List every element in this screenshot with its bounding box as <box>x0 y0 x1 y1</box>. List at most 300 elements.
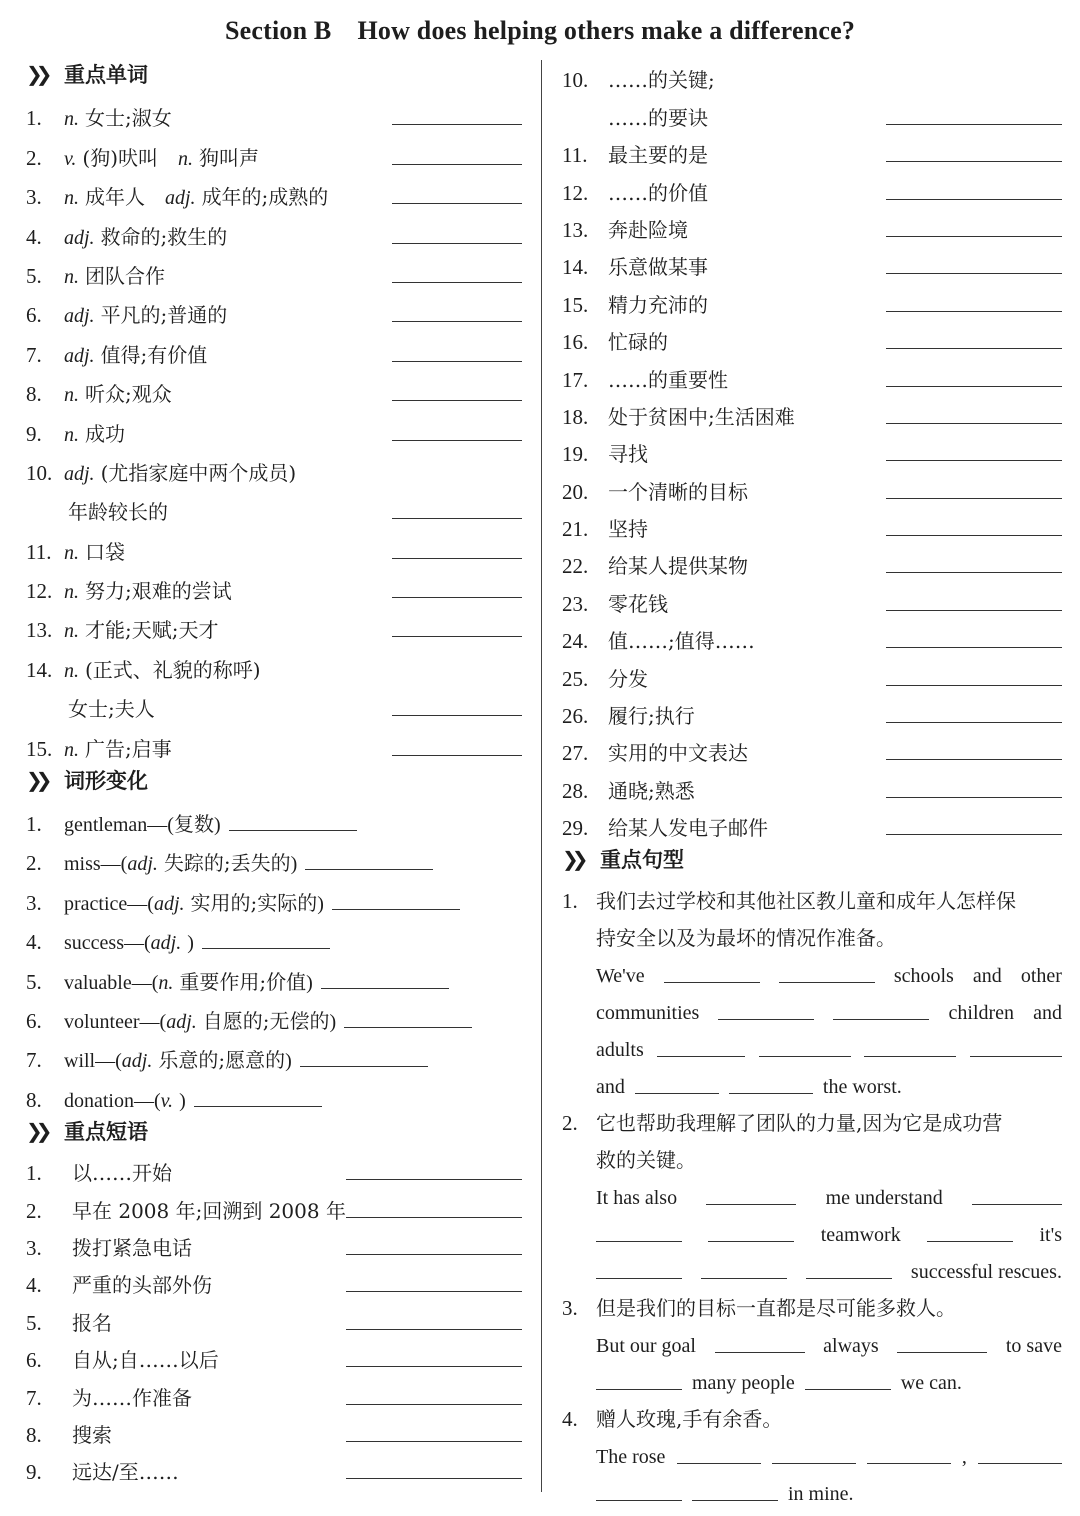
answer-blank[interactable] <box>718 1018 814 1020</box>
item-number: 15. <box>562 292 589 317</box>
wordform-item <box>26 995 522 1034</box>
answer-blank[interactable] <box>305 868 433 870</box>
item-number: 11. <box>562 143 588 168</box>
item-number: 21. <box>562 517 589 542</box>
answer-blank[interactable] <box>332 908 460 910</box>
base-word: miss—( <box>64 853 128 876</box>
answer-blank[interactable] <box>886 721 1062 723</box>
wordform-item <box>26 916 522 955</box>
item-number: 9. <box>26 421 42 446</box>
meaning: 才能;天赋;天才 <box>85 618 219 643</box>
item-number: 25. <box>562 666 589 691</box>
answer-blank[interactable] <box>692 1499 778 1501</box>
answer-blank[interactable] <box>194 1105 322 1107</box>
item-number: 22. <box>562 554 589 579</box>
answer-blank[interactable] <box>596 1388 682 1390</box>
vocab-item <box>26 447 522 486</box>
vocab-item <box>26 289 522 328</box>
base-word: gentleman—( <box>64 814 174 837</box>
close-paren: ) <box>179 1089 186 1112</box>
meaning: 听众;观众 <box>85 382 172 407</box>
part-of-speech: adj. <box>64 305 95 328</box>
base-word: success—( <box>64 932 151 955</box>
vocab-definition <box>64 181 392 210</box>
meaning: 广告;启事 <box>85 736 172 761</box>
left-column <box>26 56 522 1485</box>
phrase-item <box>562 56 1062 93</box>
answer-blank[interactable] <box>346 1253 522 1255</box>
answer-blank[interactable] <box>346 1290 522 1292</box>
answer-blank[interactable] <box>229 829 357 831</box>
item-number: 4. <box>26 224 42 249</box>
part-of-speech: n. <box>178 147 194 170</box>
phrase-item <box>562 804 1062 841</box>
answer-blank[interactable] <box>346 1328 522 1330</box>
phrase-meaning: 给某人提供某物 <box>608 554 748 579</box>
item-number: 29. <box>562 816 589 841</box>
item-number: 12. <box>562 180 589 205</box>
vocab-definition <box>64 260 392 289</box>
phrase-meaning: 忙碌的 <box>608 330 668 355</box>
vocab-definition <box>64 339 392 368</box>
phrase-meaning: 处于贫困中;生活困难 <box>608 404 795 429</box>
answer-blank[interactable] <box>886 235 1062 237</box>
answer-blank[interactable] <box>346 1178 522 1180</box>
vocab-item <box>26 250 522 289</box>
answer-blank[interactable] <box>833 1018 929 1020</box>
phrase-meaning: 以……开始 <box>72 1161 172 1186</box>
answer-blank[interactable] <box>701 1277 787 1279</box>
part-of-speech: n. <box>64 541 79 564</box>
answer-blank[interactable] <box>886 684 1062 686</box>
part-of-speech: n. <box>64 738 79 761</box>
wordform-item <box>26 798 522 837</box>
base-word: will—( <box>64 1050 122 1073</box>
answer-blank[interactable] <box>886 347 1062 349</box>
answer-blank[interactable] <box>806 1277 892 1279</box>
phrases-heading: ❯❯ 重点短语 <box>26 1118 148 1144</box>
answer-blank[interactable] <box>886 646 1062 648</box>
sentence-1: 1. 我们去过学校和其他社区教儿童和成年人怎样保 持安全以及为最坏的情况作准备。 We've schools and other communities children and adults and the worst. <box>562 877 1062 1099</box>
part-of-speech: adj. <box>165 187 196 210</box>
part-of-speech: adj. <box>127 853 158 876</box>
close-paren: ) <box>285 1050 292 1073</box>
vocab-definition <box>64 733 392 762</box>
form-hint: 乐意的;愿意的 <box>158 1048 286 1073</box>
part-of-speech: adj. <box>150 932 182 955</box>
vocab-item <box>26 368 522 407</box>
part-of-speech: adj. <box>64 462 95 485</box>
answer-blank[interactable] <box>664 981 760 983</box>
item-number: 12. <box>26 579 53 604</box>
answer-blank[interactable] <box>346 1365 522 1367</box>
answer-blank[interactable] <box>779 981 875 983</box>
answer-blank[interactable] <box>927 1240 1013 1242</box>
phrase-item <box>26 1373 522 1410</box>
meaning: 口袋 <box>85 539 125 564</box>
item-number: 6. <box>26 1008 42 1033</box>
column-divider <box>541 60 542 1492</box>
answer-blank[interactable] <box>392 439 522 441</box>
phrase-item <box>562 206 1062 243</box>
answer-blank[interactable] <box>635 1092 719 1094</box>
answer-blank[interactable] <box>392 517 522 519</box>
phrase-meaning: 奔赴险境 <box>608 217 688 242</box>
item-number: 1. <box>26 812 42 837</box>
meaning: 努力;艰难的尝试 <box>85 579 232 604</box>
item-number: 14. <box>562 255 589 280</box>
part-of-speech: n. <box>64 581 79 604</box>
part-of-speech: adj. <box>121 1050 153 1073</box>
meaning: (狗)吠叫 <box>82 145 159 170</box>
phrase-meaning: 零花钱 <box>608 591 668 616</box>
item-number: 5. <box>26 969 42 994</box>
meaning: 平凡的;普通的 <box>100 303 228 328</box>
meaning: 年龄较长的 <box>68 500 168 525</box>
vocab-item <box>26 565 522 604</box>
base-word: practice—( <box>64 892 154 915</box>
phrase-item <box>562 729 1062 766</box>
vocab-item <box>26 171 522 210</box>
item-number: 14. <box>26 657 53 682</box>
form-hint: 自愿的;无偿的 <box>202 1008 330 1033</box>
form-hint: 实用的;实际的 <box>190 890 318 915</box>
meaning: 值得;有价值 <box>100 342 208 367</box>
answer-blank[interactable] <box>300 1065 428 1067</box>
form-hint: 重要作用;价值 <box>179 969 307 994</box>
vocab-item <box>26 643 522 682</box>
part-of-speech: adj. <box>166 1010 197 1033</box>
meaning: 女士;淑女 <box>85 106 172 131</box>
part-of-speech: n. <box>64 659 79 682</box>
vocab-item <box>26 722 522 761</box>
phrase-item <box>26 1224 522 1261</box>
meaning: 团队合作 <box>85 263 165 288</box>
item-number: 28. <box>562 778 589 803</box>
wordforms-heading: ❯❯ 词形变化 <box>26 767 148 793</box>
item-number: 11. <box>26 539 52 564</box>
item-number: 13. <box>562 217 589 242</box>
sentence-3: 3. 但是我们的目标一直都是尽可能多救人。 But our goal always to save many people we can. <box>562 1284 1062 1395</box>
answer-blank[interactable] <box>886 459 1062 461</box>
phrase-meaning: 通晓;熟悉 <box>608 778 695 803</box>
phrase-item <box>562 505 1062 542</box>
meaning: 成功 <box>85 421 125 446</box>
answer-blank[interactable] <box>657 1055 745 1057</box>
phrase-meaning: 最主要的是 <box>608 143 708 168</box>
meaning: 成年的;成熟的 <box>201 185 329 210</box>
answer-blank[interactable] <box>886 310 1062 312</box>
double-chevron-icon: ❯❯ <box>26 767 46 792</box>
item-number: 5. <box>26 1310 42 1335</box>
item-number: 10. <box>562 68 589 93</box>
answer-blank[interactable] <box>596 1240 682 1242</box>
vocab-definition <box>64 378 392 407</box>
phrase-item <box>562 617 1062 654</box>
vocab-heading: ❯❯ 重点单词 <box>26 62 148 87</box>
wordform-item <box>26 1073 522 1112</box>
double-chevron-icon: ❯❯ <box>26 62 46 86</box>
vocab-definition <box>64 614 392 643</box>
sentences-heading: ❯❯ 重点句型 <box>562 847 684 873</box>
phrase-item <box>562 168 1062 205</box>
answer-blank[interactable] <box>897 1351 987 1353</box>
answer-blank[interactable] <box>706 1203 796 1205</box>
section-label: Section B <box>224 16 332 45</box>
wordform-item <box>26 837 522 876</box>
phrase-meaning: 精力充沛的 <box>608 292 708 317</box>
part-of-speech: n. <box>64 620 79 643</box>
vocab-item <box>26 407 522 446</box>
answer-blank[interactable] <box>392 202 522 204</box>
vocab-item <box>26 328 522 367</box>
answer-blank[interactable] <box>715 1351 805 1353</box>
answer-blank[interactable] <box>886 123 1062 125</box>
phrase-meaning: 寻找 <box>608 442 648 467</box>
phrase-item <box>562 280 1062 317</box>
answer-blank[interactable] <box>202 947 330 949</box>
item-number: 1. <box>26 1161 42 1186</box>
item-number: 9. <box>26 1460 42 1485</box>
wordforms-list <box>26 798 522 1113</box>
answer-blank[interactable] <box>392 360 522 362</box>
answer-blank[interactable] <box>886 609 1062 611</box>
close-paren: ) <box>317 892 324 915</box>
item-number: 7. <box>26 1385 42 1410</box>
phrase-meaning: 履行;执行 <box>608 704 695 729</box>
vocab-definition <box>64 457 522 486</box>
sentence-2: 2. 它也帮助我理解了团队的力量,因为它是成功营 救的关键。 It has also me understand teamwork it's successful rescues. <box>562 1099 1062 1284</box>
answer-blank[interactable] <box>886 422 1062 424</box>
part-of-speech: adj. <box>64 344 95 367</box>
item-number: 23. <box>562 591 589 616</box>
answer-blank[interactable] <box>346 1216 522 1218</box>
answer-blank[interactable] <box>392 635 522 637</box>
wordform-item <box>26 1034 522 1073</box>
sentence-zh: 我们去过学校和其他社区教儿童和成年人怎样保 <box>596 889 1016 914</box>
phrase-meaning: 自从;自……以后 <box>72 1348 219 1373</box>
item-number: 24. <box>562 629 589 654</box>
phrase-item <box>562 318 1062 355</box>
phrase-meaning: 给某人发电子邮件 <box>608 816 768 841</box>
wordform-item <box>26 876 522 915</box>
form-hint: 复数 <box>173 812 214 837</box>
vocab-definition <box>64 102 392 131</box>
answer-blank[interactable] <box>970 1055 1062 1057</box>
item-number: 6. <box>26 1348 42 1373</box>
answer-blank[interactable] <box>392 557 522 559</box>
item-number: 4. <box>26 1273 42 1298</box>
part-of-speech: adj. <box>64 226 95 249</box>
answer-blank[interactable] <box>392 714 522 716</box>
answer-blank[interactable] <box>346 1440 522 1442</box>
answer-blank[interactable] <box>886 758 1062 760</box>
answer-blank[interactable] <box>392 399 522 401</box>
vocab-item-continued <box>26 486 522 525</box>
answer-blank[interactable] <box>886 796 1062 798</box>
answer-blank[interactable] <box>392 123 522 125</box>
phrase-item <box>26 1261 522 1298</box>
phrase-meaning: ……的关键; <box>608 68 715 93</box>
vocab-item <box>26 131 522 170</box>
item-number: 17. <box>562 367 589 392</box>
answer-blank[interactable] <box>978 1462 1062 1464</box>
vocab-item <box>26 604 522 643</box>
sentence-zh: 赠人玫瑰,手有余香。 <box>596 1407 783 1432</box>
vocab-item <box>26 210 522 249</box>
item-number: 8. <box>26 1087 42 1112</box>
section-question: How does helping others make a difference? <box>357 16 856 45</box>
answer-blank[interactable] <box>759 1055 851 1057</box>
answer-blank[interactable] <box>321 987 449 989</box>
part-of-speech: n. <box>64 108 79 131</box>
phrase-item <box>562 131 1062 168</box>
item-number: 10. <box>26 460 53 485</box>
phrase-item <box>26 1336 522 1373</box>
meaning: 女士;夫人 <box>68 697 155 722</box>
answer-blank[interactable] <box>708 1240 794 1242</box>
vocab-definition <box>64 654 522 683</box>
close-paren: ) <box>290 853 298 876</box>
vocab-definition <box>64 575 392 604</box>
vocab-definition <box>64 142 392 171</box>
phrases-list-right <box>562 56 1062 841</box>
item-number: 7. <box>26 342 42 367</box>
part-of-speech: v. <box>160 1089 174 1112</box>
item-number: 15. <box>26 736 53 761</box>
answer-blank[interactable] <box>392 754 522 756</box>
phrase-meaning: 分发 <box>608 666 648 691</box>
form-hint: 失踪的;丢失的 <box>163 851 291 876</box>
phrase-item <box>26 1448 522 1485</box>
phrase-item <box>562 654 1062 691</box>
item-number: 4. <box>26 930 42 955</box>
item-number: 3. <box>26 185 42 210</box>
phrase-meaning: 严重的头部外伤 <box>72 1273 212 1298</box>
sentence-zh: 救的关键。 <box>596 1148 696 1173</box>
answer-blank[interactable] <box>886 833 1062 835</box>
phrase-meaning: 值……;值得…… <box>608 629 755 654</box>
part-of-speech: adj. <box>153 892 185 915</box>
phrase-meaning: 实用的中文表达 <box>608 741 748 766</box>
meaning: 救命的;救生的 <box>100 224 228 249</box>
phrase-meaning: 远达/至…… <box>72 1460 179 1485</box>
answer-blank[interactable] <box>886 534 1062 536</box>
double-chevron-icon: ❯❯ <box>26 1118 46 1143</box>
close-paren: ) <box>329 1010 337 1033</box>
answer-blank[interactable] <box>392 320 522 322</box>
sentence-zh: 持安全以及为最坏的情况作准备。 <box>596 926 896 951</box>
item-number: 3. <box>26 1235 42 1260</box>
answer-blank[interactable] <box>805 1388 891 1390</box>
close-paren: ) <box>306 971 313 994</box>
double-chevron-icon: ❯❯ <box>562 847 582 872</box>
vocab-item-continued <box>26 683 522 722</box>
item-number: 2. <box>26 1198 42 1223</box>
phrase-item <box>26 1298 522 1335</box>
item-number: 13. <box>26 618 53 643</box>
answer-blank[interactable] <box>972 1203 1062 1205</box>
phrase-meaning: 拨打紧急电话 <box>72 1235 192 1260</box>
part-of-speech: n. <box>64 423 79 446</box>
item-number: 8. <box>26 382 42 407</box>
answer-blank[interactable] <box>392 596 522 598</box>
answer-blank[interactable] <box>886 160 1062 162</box>
item-number: 6. <box>26 303 42 328</box>
phrase-meaning: ……的要诀 <box>608 105 708 130</box>
part-of-speech: n. <box>158 971 174 994</box>
item-number: 2. <box>26 851 42 876</box>
phrases-list-left <box>26 1149 522 1486</box>
meaning: (尤指家庭中两个成员) <box>100 460 297 485</box>
item-number: 2. <box>26 145 42 170</box>
phrase-meaning: ……的重要性 <box>608 367 728 392</box>
item-number: 5. <box>26 263 42 288</box>
base-word: volunteer—( <box>64 1010 167 1033</box>
item-number: 20. <box>562 479 589 504</box>
base-word: donation—( <box>64 1089 161 1112</box>
item-number: 26. <box>562 704 589 729</box>
answer-blank[interactable] <box>864 1055 956 1057</box>
phrase-meaning: 早在 2008 年;回溯到 2008 年 <box>72 1198 346 1223</box>
page-title <box>0 16 1080 46</box>
base-word: valuable—( <box>64 971 159 994</box>
item-number: 18. <box>562 404 589 429</box>
answer-blank[interactable] <box>886 385 1062 387</box>
answer-blank[interactable] <box>867 1462 951 1464</box>
item-number: 8. <box>26 1422 42 1447</box>
phrase-meaning: 一个清晰的目标 <box>608 479 748 504</box>
answer-blank[interactable] <box>346 1477 522 1479</box>
part-of-speech: n. <box>64 384 79 407</box>
answer-blank[interactable] <box>392 163 522 165</box>
answer-blank[interactable] <box>886 272 1062 274</box>
answer-blank[interactable] <box>596 1277 682 1279</box>
vocab-definition <box>64 221 392 250</box>
phrase-item <box>562 766 1062 803</box>
vocab-item <box>26 92 522 131</box>
answer-blank[interactable] <box>772 1462 856 1464</box>
sentence-zh: 但是我们的目标一直都是尽可能多救人。 <box>596 1296 956 1321</box>
phrase-item <box>562 579 1062 616</box>
answer-blank[interactable] <box>596 1499 682 1501</box>
phrase-meaning: 为……作准备 <box>72 1385 192 1410</box>
answer-blank[interactable] <box>886 497 1062 499</box>
phrase-meaning: 乐意做某事 <box>608 255 708 280</box>
answer-blank[interactable] <box>392 281 522 283</box>
sentence-zh: 它也帮助我理解了团队的力量,因为它是成功营 <box>596 1111 1003 1136</box>
meaning: (正式、礼貌的称呼) <box>85 657 261 682</box>
item-number: 1. <box>26 106 42 131</box>
answer-blank[interactable] <box>344 1026 472 1028</box>
phrase-item <box>562 355 1062 392</box>
vocab-list <box>26 92 522 762</box>
answer-blank[interactable] <box>886 198 1062 200</box>
item-number: 16. <box>562 330 589 355</box>
meaning: 成年人 <box>85 185 145 210</box>
answer-blank[interactable] <box>346 1403 522 1405</box>
close-paren: ) <box>187 932 194 955</box>
answer-blank[interactable] <box>677 1462 761 1464</box>
phrase-item <box>26 1149 522 1186</box>
meaning: 狗叫声 <box>199 145 260 170</box>
answer-blank[interactable] <box>886 571 1062 573</box>
close-paren: ) <box>213 814 221 837</box>
answer-blank[interactable] <box>392 242 522 244</box>
answer-blank[interactable] <box>729 1092 813 1094</box>
phrase-item <box>562 542 1062 579</box>
phrase-item <box>562 692 1062 729</box>
